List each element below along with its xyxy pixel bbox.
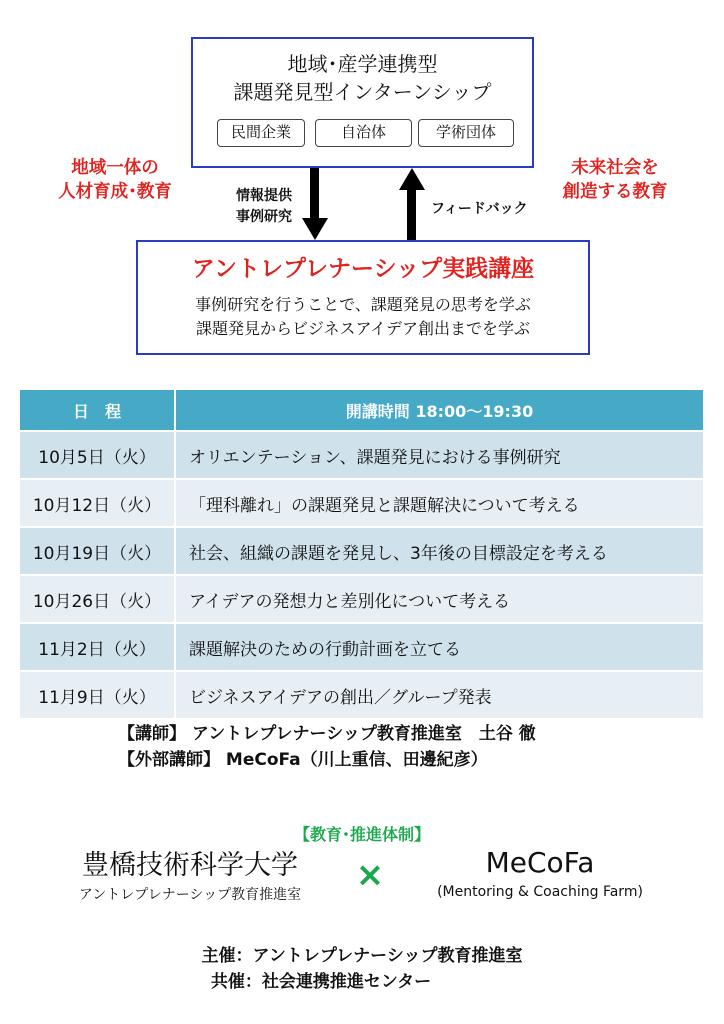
down-arrow-label [236, 186, 292, 228]
table-row [20, 670, 703, 718]
schedule-table [20, 390, 703, 718]
schedule-header-row [20, 390, 703, 430]
cross-icon: × [355, 855, 385, 895]
row-topic: アイデアの発想力と差別化について考える [174, 574, 703, 622]
cohost: 共催：社会連携推進センター [210, 972, 432, 992]
row-date: 10月26日（火） [20, 574, 174, 622]
row-date: 10月12日（火） [20, 478, 174, 526]
right-note-line1: 未来社会を [571, 158, 659, 178]
instructors [118, 721, 536, 773]
row-topic: 課題解決のための行動計画を立てる [174, 622, 703, 670]
left-note-line2: 人材育成･教育 [58, 182, 172, 202]
left-note [40, 156, 190, 204]
partner-sub: (Mentoring & Coaching Farm) [437, 884, 643, 900]
table-row [20, 430, 703, 478]
lecture-sub2: 課題発見からビジネスアイデア創出までを学ぶ [195, 319, 531, 338]
tag-private-company: 民間企業 [217, 119, 305, 147]
university-name: 豊橋技術科学大学 [82, 850, 298, 881]
down-arrow-icon [300, 168, 330, 242]
left-note-line1: 地域一体の [71, 158, 159, 178]
university-sub: アントレプレナーシップ教育推進室 [78, 887, 302, 903]
row-topic: ビジネスアイデアの創出／グループ発表 [174, 670, 703, 718]
instructor-line2: 【外部講師】 MeCoFa（川上重信、田邊紀彦） [118, 750, 488, 770]
partner-tags [193, 119, 532, 149]
row-topic: 「理科離れ」の課題発見と課題解決について考える [174, 478, 703, 526]
tag-local-government: 自治体 [315, 119, 412, 147]
partner-name: MeCoFa [485, 846, 595, 879]
lecture-title: アントレプレナーシップ実践講座 [191, 256, 535, 282]
right-note-line2: 創造する教育 [562, 182, 668, 202]
up-arrow-icon [397, 168, 427, 242]
row-date: 10月19日（火） [20, 526, 174, 574]
internship-title-line1: 地域･産学連携型 [287, 52, 438, 76]
internship-title-line2: 課題発見型インターンシップ [233, 80, 492, 104]
down-arrow-label-line2: 事例研究 [236, 209, 292, 225]
structure-title: 【教育･推進体制】 [293, 825, 430, 844]
table-row [20, 478, 703, 526]
row-topic: 社会、組織の課題を発見し、3年後の目標設定を考える [174, 526, 703, 574]
header-time: 開講時間 18:00～19:30 [174, 390, 703, 430]
row-date: 11月9日（火） [20, 670, 174, 718]
sponsors [0, 943, 724, 995]
up-arrow-label: フィードバック [431, 201, 528, 217]
header-date: 日 程 [20, 390, 174, 430]
table-row [20, 574, 703, 622]
internship-box [191, 37, 534, 168]
down-arrow-label-line1: 情報提供 [236, 188, 292, 204]
row-date: 11月2日（火） [20, 622, 174, 670]
table-row [20, 526, 703, 574]
table-row [20, 622, 703, 670]
lecture-sub1: 事例研究を行うことで、課題発見の思考を学ぶ [195, 295, 531, 314]
tag-academic-org: 学術団体 [418, 119, 514, 147]
row-date: 10月5日（火） [20, 430, 174, 478]
host: 主催：アントレプレナーシップ教育推進室 [201, 946, 523, 966]
instructor-line1: 【講師】 アントレプレナーシップ教育推進室 土谷 徹 [118, 724, 536, 744]
right-note [540, 156, 690, 204]
row-topic: オリエンテーション、課題発見における事例研究 [174, 430, 703, 478]
lecture-box [136, 240, 590, 355]
